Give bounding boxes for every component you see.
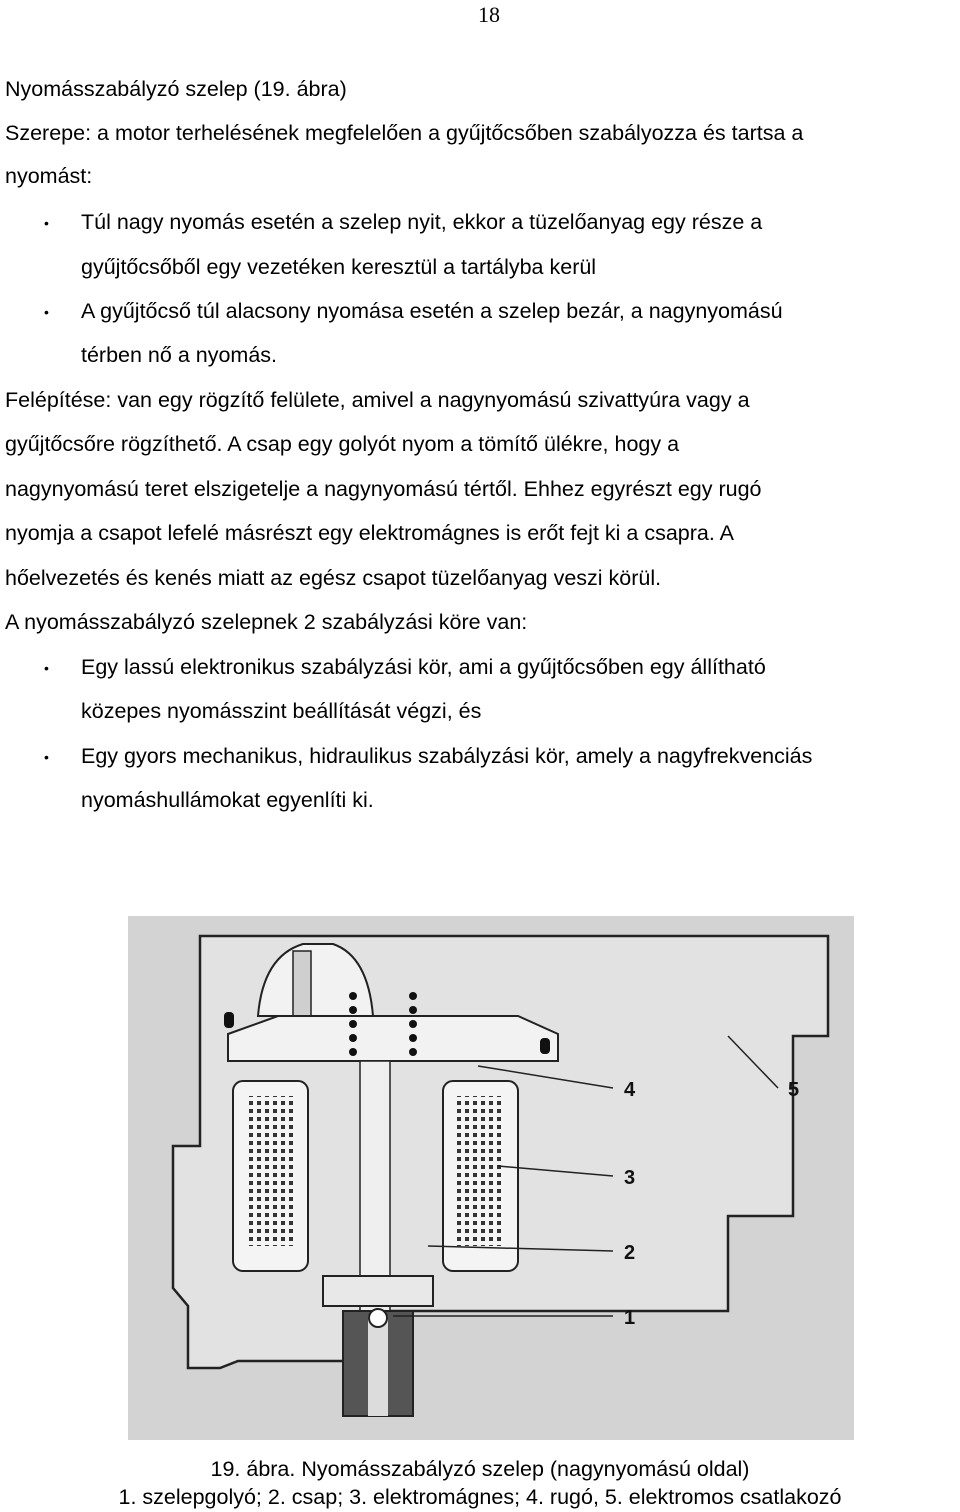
body-line: hőelvezetés és kenés miatt az egész csapot tüzelőanyag veszi körül. <box>5 566 662 590</box>
bullet-marker: • <box>44 660 49 676</box>
label-5: 5 <box>788 1079 800 1101</box>
intro-line-2: nyomást: <box>5 164 93 188</box>
list-item-text: Egy lassú elektronikus szabályzási kör, ami a gyűjtőcsőben egy állítható <box>81 655 766 679</box>
list-item-text: térben nő a nyomás. <box>81 343 278 367</box>
upper-body <box>228 1016 558 1061</box>
list-item-text: közepes nyomásszint beállítását végzi, és <box>81 699 482 723</box>
o-ring-left <box>224 1012 234 1028</box>
list-item-text: Egy gyors mechanikus, hidraulikus szabályzási kör, amely a nagyfrekvenciás <box>81 744 813 768</box>
valve-diagram <box>128 916 854 1440</box>
figure-caption-legend: 1. szelepgolyó; 2. csap; 3. elektromágnes; 4. rugó, 5. elektromos csatlakozó <box>118 1485 842 1509</box>
bullet-marker: • <box>44 749 49 765</box>
body-line: gyűjtőcsőre rögzíthető. A csap egy golyót nyom a tömítő ülékre, hogy a <box>5 432 680 456</box>
list-item-text: gyűjtőcsőből egy vezetéken keresztül a tartályba kerül <box>81 255 597 279</box>
label-4: 4 <box>624 1079 636 1101</box>
body-line: Felépítése: van egy rögzítő felülete, amivel a nagynyomású szivattyúra vagy a <box>5 388 750 412</box>
connector-pin <box>293 951 311 1026</box>
list-item-text: nyomáshullámokat egyenlíti ki. <box>81 788 374 812</box>
list-item-text: A gyűjtőcső túl alacsony nyomása esetén a szelep bezár, a nagynyomású <box>81 299 783 323</box>
nozzle-channel <box>368 1316 388 1416</box>
body-line: nyomja a csapot lefelé másrészt egy elektromágnes is erőt fejt ki a csapra. A <box>5 521 734 545</box>
valve-cross-section-figure <box>128 916 854 1440</box>
list-item-text: Túl nagy nyomás esetén a szelep nyit, ekkor a tüzelőanyag egy része a <box>81 210 763 234</box>
label-2: 2 <box>624 1242 636 1264</box>
body-line: A nyomásszabályzó szelepnek 2 szabályzási köre van: <box>5 610 528 634</box>
intro-line-1: Szerepe: a motor terhelésének megfelelően a gyűjtőcsőben szabályozza és tartsa a <box>5 121 804 145</box>
valve-ball <box>369 1309 387 1327</box>
valve-pin <box>360 1061 390 1311</box>
body-line: nagynyomású teret elszigetelje a nagynyomású tértől. Ehhez egyrészt egy rugó <box>5 477 762 501</box>
label-1: 1 <box>624 1307 636 1329</box>
figure-caption-title: 19. ábra. Nyomásszabályzó szelep (nagynyomású oldal) <box>210 1457 750 1481</box>
page-number: 18 <box>478 2 500 27</box>
armature-plate <box>323 1276 433 1306</box>
bullet-marker: • <box>44 304 49 320</box>
label-3: 3 <box>624 1167 636 1189</box>
bullet-marker: • <box>44 215 49 231</box>
section-heading: Nyomásszabályzó szelep (19. ábra) <box>5 77 347 101</box>
o-ring-right <box>540 1038 550 1054</box>
